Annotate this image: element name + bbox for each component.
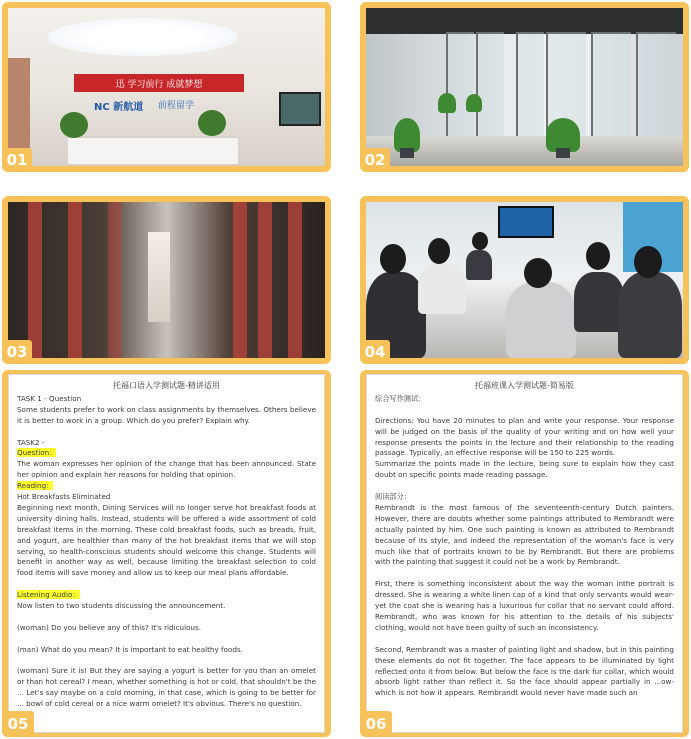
reception-desk: [68, 136, 238, 164]
writing-test-document: [366, 374, 683, 733]
paragraph-gap: [375, 568, 674, 579]
document-line: [17, 623, 316, 634]
paragraph-gap: [17, 427, 316, 438]
line-text: Rembrandt is the most famous of the seventeenth-century Dutch painters. However, there are doubts whether some paintings attributed to Rembrandt were actually painted by him. One such painting is known as attributed to Rembrandt because of its style, and indeed the representation of the woman's face is very much like that of portraits known to be by Rembrandt. But there are problems with the painting that suggest it could not be a work by Rembrandt.: [375, 502, 674, 567]
plant: [546, 118, 580, 152]
photo-card-01[interactable]: [2, 2, 331, 172]
classroom-screen: [498, 206, 554, 238]
student: [506, 282, 576, 358]
badge-04: 04: [360, 340, 390, 364]
line-text: (man) What do you mean? It is important to eat healthy foods.: [17, 644, 243, 654]
document-line: [17, 645, 316, 656]
line-text: The woman expresses her opinion of the change that has been announced. State her opinion and explain her reasons for holding that opinion.: [17, 459, 316, 480]
highlighted-heading: Question：: [17, 448, 57, 458]
photo-card-02[interactable]: [360, 2, 689, 172]
student-head: [380, 244, 406, 274]
paragraph-gap: [17, 656, 316, 667]
wall-panel: [288, 202, 302, 358]
paragraph-gap: [17, 579, 316, 590]
lobby-photo: [8, 8, 325, 166]
document-card-05[interactable]: [2, 370, 331, 737]
document-line: [17, 459, 316, 481]
wall-panel: [68, 202, 82, 358]
teacher: [466, 250, 492, 280]
paragraph-gap: [375, 634, 674, 645]
paragraph-gap: [17, 634, 316, 645]
hallway-photo: [8, 202, 325, 358]
paragraph-gap: [17, 612, 316, 623]
document-line: [17, 601, 316, 612]
wall-panel: [108, 202, 122, 358]
line-text: Now listen to two students discussing the announcement.: [17, 601, 226, 611]
line-text: Directions: You have 20 minutes to plan and write your response. Your response will be judged on the basis of the quality of your writing and on how well your response presents the points in the lecture and their relationship to the reading passage. Typically, an effective response will be 150 to 225 words.: [375, 415, 674, 458]
document-card-06[interactable]: [360, 370, 689, 737]
student-head: [634, 246, 662, 278]
paragraph-gap: [375, 481, 674, 492]
line-text: TASK2 -: [17, 437, 45, 447]
student-head: [586, 242, 610, 270]
ceiling: [366, 8, 683, 34]
line-text: First, there is something inconsistent about the way the woman inthe portrait is dressed. She is wearing a white linen cap of a kind that only servants would wear-yet the coat she is wearing has a luxurious fur collar that no servant could afford. Rembrandt, who was known for his attention to the details of his subjects' clothing, would not have been guilty of such an inconsistency.: [375, 579, 674, 632]
plant: [394, 118, 420, 152]
document-line: [17, 503, 316, 579]
line-text: Summarize the points made in the lecture, being sure to explain how they cast doubt on specific points made reading passage.: [375, 459, 674, 480]
wall-panel: [258, 202, 272, 358]
plant-pot: [400, 148, 414, 158]
plant: [60, 112, 88, 138]
line-text: TASK 1 - Question: [17, 393, 82, 403]
document-title: 托福口语入学测试题-精讲适用: [113, 381, 220, 390]
plant: [198, 110, 226, 136]
wall-screen: [279, 92, 321, 126]
plant: [466, 94, 482, 112]
line-text: (woman) Do you believe any of this? It's ridiculous.: [17, 622, 202, 632]
document-line: [375, 394, 674, 405]
document-line: [17, 590, 316, 601]
line-text: Second, Rembrandt was a master of painting light and shadow, but in this painting these elements do not fit together. The face appears to be illuminated by light reflected onto it from below. But below the face is the dark fur collar, which would absorb light rather than reflect it. So the face should appear partially in ...ow-which is not how it appears. Rembrandt would never have made such an: [375, 644, 674, 698]
document-line: [17, 438, 316, 449]
document-line: [375, 503, 674, 568]
badge-06: 06: [360, 711, 392, 737]
line-text: 综合写作测试：: [375, 393, 426, 403]
badge-02: 02: [360, 148, 390, 172]
document-line: [17, 481, 316, 492]
student: [418, 264, 466, 314]
line-text: Some students prefer to work on class assignments by themselves. Others believe it is better to work in a group. Which do you prefer? Explain why.: [17, 404, 316, 425]
document-line: [17, 666, 316, 710]
document-line: [17, 492, 316, 503]
document-title: 托福班课入学测试题-简易版: [475, 381, 574, 390]
student-head: [428, 238, 450, 264]
student-head: [524, 258, 552, 288]
line-text: 阅读部分：: [375, 492, 411, 502]
document-line: [375, 459, 674, 481]
plant: [438, 93, 456, 113]
line-text: (woman) Sure it is! But they are saying a yogurt is better for you than an omelet or than hot cereal? I mean, whether something is hot or cold, that shouldn't be the ... Let's say maybe on a cold morning, in that case, which is going to be better for ... bowl of cold cereal or a nice warm omelet? It's obvious. There's no question.: [17, 666, 316, 709]
wall-panel: [28, 202, 42, 358]
highlighted-heading: Reading：: [17, 481, 54, 491]
badge-03: 03: [2, 340, 32, 364]
line-text: Beginning next month, Dining Services will no longer serve hot breakfast foods at university dining halls. Instead, students will be offered a wide assortment of cold breakfast items in the morning. These cold breakfast foods, such as breads, fruit, and yogurt, are healthier than many of the hot breakfast items that we will stop serving, so health-conscious students should welcome this change. Students will benefit in another way as well, because limiting the breakfast selection to cold food items will save money and allow us to keep our meal plans affordable.: [17, 502, 316, 578]
document-line: [17, 394, 316, 405]
plant-pot: [556, 148, 570, 158]
document-line: [375, 579, 674, 634]
document-line: [17, 448, 316, 459]
brand-logo: NC 新航道: [94, 102, 144, 113]
student: [574, 272, 624, 332]
corridor-photo: [366, 8, 683, 166]
highlighted-heading: Listening Audio：: [17, 590, 80, 600]
document-line: [375, 645, 674, 700]
wall-panel: [233, 202, 247, 358]
badge-05: 05: [2, 711, 34, 737]
red-banner: 迅 学习前行 成就梦想: [74, 74, 244, 92]
far-end-light: [148, 232, 170, 322]
classroom-photo: [366, 202, 683, 358]
brand-logo-secondary: 前程留学: [158, 101, 195, 111]
photo-card-03[interactable]: [2, 196, 331, 364]
ceiling-light: [48, 18, 238, 56]
teacher-head: [472, 232, 488, 250]
document-line: [17, 405, 316, 427]
document-body: [375, 381, 674, 732]
document-line: [375, 416, 674, 460]
paragraph-gap: [375, 405, 674, 416]
badge-01: 01: [2, 148, 32, 172]
speaking-test-document: [8, 374, 325, 733]
student: [618, 272, 682, 358]
photo-card-04[interactable]: [360, 196, 689, 364]
line-text: Hot Breakfasts Eliminated: [17, 492, 111, 502]
document-body: [17, 381, 316, 732]
document-line: [375, 492, 674, 503]
